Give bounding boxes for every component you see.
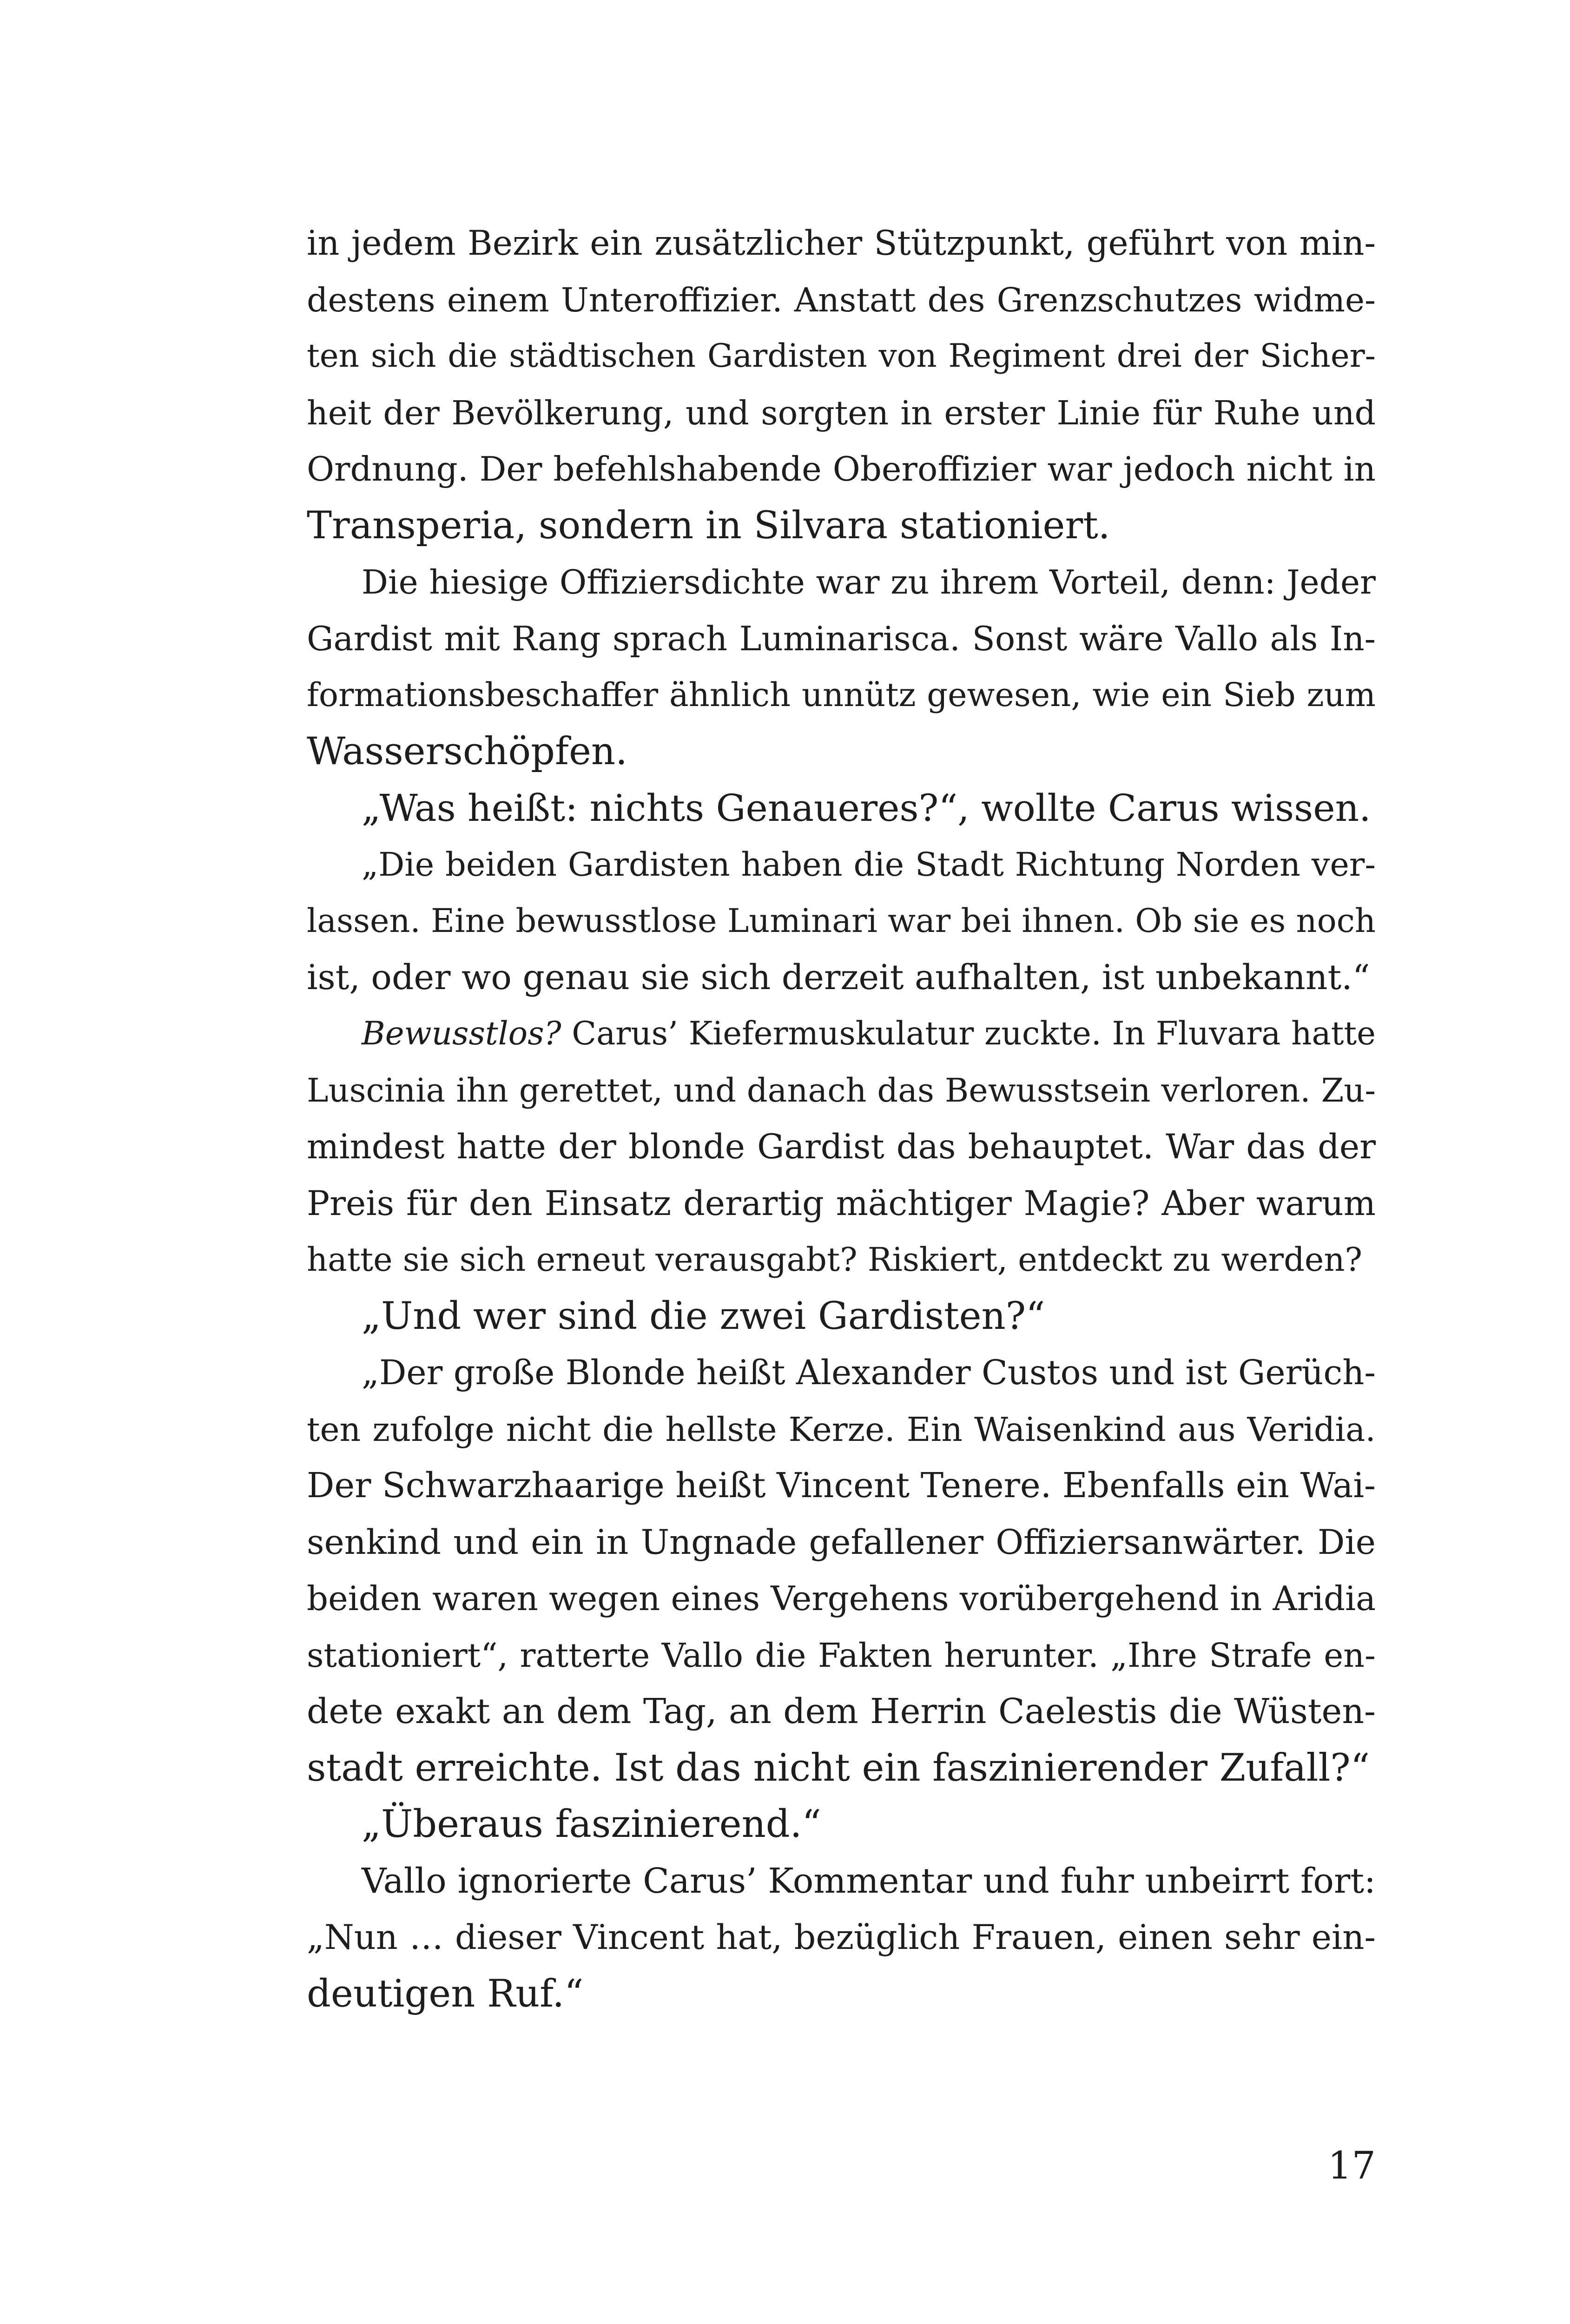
line-text: lassen. Eine bewusstlose Luminari war bei ihnen. Ob sie es noch bbox=[307, 902, 1376, 940]
text-line bbox=[307, 215, 1376, 272]
line-text: „Die beiden Gardisten haben die Stadt Richtung Norden ver- bbox=[362, 845, 1376, 884]
line-text: Die hiesige Offiziersdichte war zu ihrem Vorteil, denn: Jeder bbox=[362, 563, 1376, 601]
text-line bbox=[307, 1966, 1376, 2023]
line-text: in jedem Bezirk ein zusätzlicher Stützpunkt, geführt von min- bbox=[307, 224, 1376, 263]
line-text: „Und wer sind die zwei Gardisten?“ bbox=[362, 1294, 1045, 1338]
body-text bbox=[307, 215, 1376, 2022]
text-line bbox=[307, 1853, 1376, 1910]
text-line bbox=[307, 441, 1376, 498]
text-line bbox=[307, 893, 1376, 950]
line-text: hatte sie sich erneut verausgabt? Riskiert, entdeckt zu werden? bbox=[307, 1241, 1362, 1279]
text-line bbox=[307, 1627, 1376, 1684]
text-line bbox=[307, 498, 1376, 555]
text-line bbox=[307, 1288, 1376, 1345]
line-text: destens einem Unteroffizier. Anstatt des Grenzschutzes widme- bbox=[307, 280, 1376, 319]
line-text: „Was heißt: nichts Genaueres?“, wollte Carus wissen. bbox=[362, 786, 1371, 830]
line-text: „Nun … dieser Vincent hat, bezüglich Frauen, einen sehr ein- bbox=[307, 1918, 1376, 1957]
text-line bbox=[307, 385, 1376, 442]
text-line bbox=[307, 1571, 1376, 1627]
line-text: „Überaus faszinierend.“ bbox=[362, 1802, 821, 1846]
text-line bbox=[307, 780, 1376, 837]
text-line bbox=[307, 1175, 1376, 1232]
line-text: Gardist mit Rang sprach Luminarisca. Sonst wäre Vallo als In- bbox=[307, 619, 1376, 658]
line-text: „Der große Blonde heißt Alexander Custos und ist Gerüch- bbox=[362, 1353, 1376, 1393]
line-text: Carus’ Kiefermuskulatur zuckte. In Fluvara hatte bbox=[561, 1015, 1376, 1052]
text-line bbox=[307, 554, 1376, 611]
text-line bbox=[307, 1232, 1376, 1288]
text-line bbox=[307, 1458, 1376, 1514]
line-text: mindest hatte der blonde Gardist das behauptet. War das der bbox=[307, 1127, 1376, 1167]
text-line bbox=[307, 1006, 1376, 1063]
text-line bbox=[307, 1119, 1376, 1175]
text-line bbox=[307, 1740, 1376, 1797]
text-line bbox=[307, 1514, 1376, 1571]
line-text: beiden waren wegen eines Vergehens vorübergehend in Aridia bbox=[307, 1579, 1376, 1618]
line-text: senkind und ein in Ungnade gefallener Offiziersanwärter. Die bbox=[307, 1522, 1376, 1562]
line-text: deutigen Ruf.“ bbox=[307, 1972, 584, 2016]
line-text: ten zufolge nicht die hellste Kerze. Ein Waisenkind aus Veridia. bbox=[307, 1410, 1376, 1449]
text-line bbox=[307, 1401, 1376, 1458]
line-text: stationiert“, ratterte Vallo die Fakten herunter. „Ihre Strafe en- bbox=[307, 1636, 1376, 1675]
text-line bbox=[307, 328, 1376, 385]
line-text: Der Schwarzhaarige heißt Vincent Tenere. Ebenfalls ein Wai- bbox=[307, 1466, 1376, 1505]
text-line bbox=[307, 272, 1376, 329]
line-text: stadt erreichte. Ist das nicht ein faszinierender Zufall?“ bbox=[307, 1746, 1370, 1790]
text-line bbox=[307, 1345, 1376, 1401]
line-text: Wasserschöpfen. bbox=[307, 729, 627, 773]
italic-text: Bewusstlos? bbox=[362, 1015, 561, 1052]
line-text: heit der Bevölkerung, und sorgten in erster Linie für Ruhe und bbox=[307, 393, 1376, 432]
page-number: 17 bbox=[1327, 2144, 1376, 2188]
line-text: ist, oder wo genau sie sich derzeit aufhalten, ist unbekannt.“ bbox=[307, 957, 1370, 997]
line-text: ten sich die städtischen Gardisten von Regiment drei der Sicher- bbox=[307, 337, 1376, 375]
text-line bbox=[307, 950, 1376, 1006]
line-text: Preis für den Einsatz derartig mächtiger Magie? Aber warum bbox=[307, 1183, 1376, 1223]
text-line bbox=[307, 1796, 1376, 1853]
text-line bbox=[307, 1684, 1376, 1740]
line-text: Ordnung. Der befehlshabende Oberoffizier war jedoch nicht in bbox=[307, 449, 1376, 489]
text-line bbox=[307, 611, 1376, 667]
line-text: Vallo ignorierte Carus’ Kommentar und fuhr unbeirrt fort: bbox=[362, 1861, 1376, 1901]
line-text: dete exakt an dem Tag, an dem Herrin Caelestis die Wüsten- bbox=[307, 1691, 1376, 1731]
line-text: Transperia, sondern in Silvara stationiert. bbox=[307, 503, 1110, 548]
line-text: formationsbeschaffer ähnlich unnütz gewesen, wie ein Sieb zum bbox=[307, 676, 1376, 714]
text-line bbox=[307, 667, 1376, 724]
text-line bbox=[307, 1063, 1376, 1119]
text-line bbox=[307, 837, 1376, 893]
line-text: Luscinia ihn gerettet, und danach das Bewusstsein verloren. Zu- bbox=[307, 1071, 1376, 1109]
text-line bbox=[307, 1909, 1376, 1966]
text-line bbox=[307, 724, 1376, 780]
